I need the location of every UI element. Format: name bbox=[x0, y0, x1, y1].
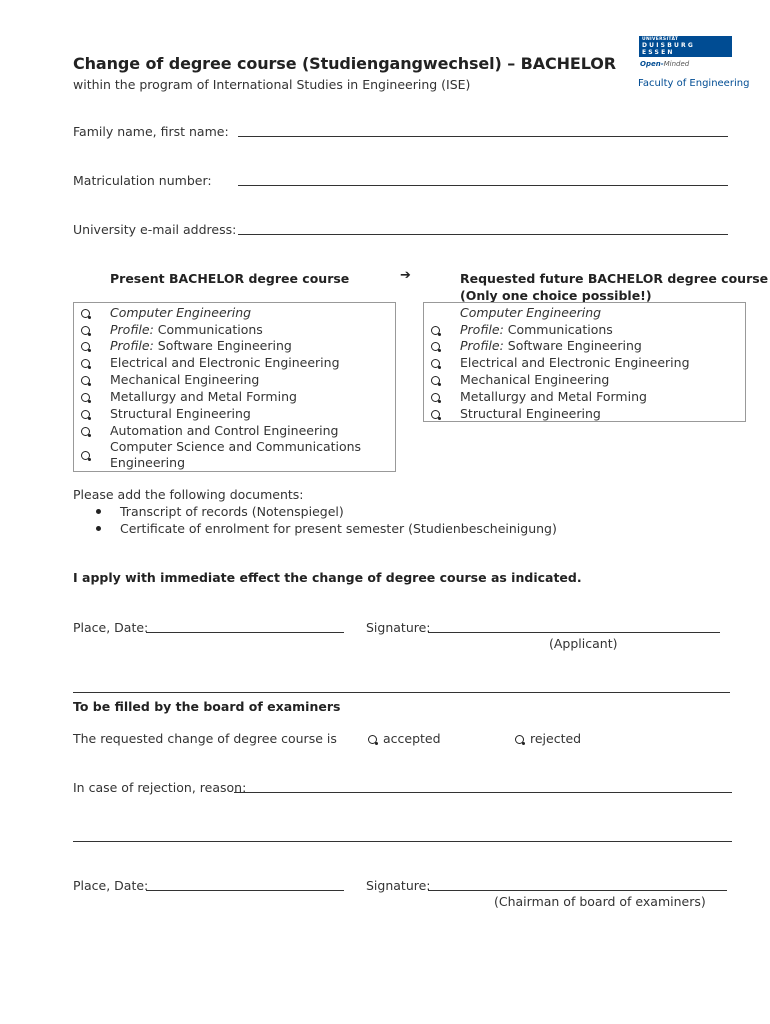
present-option[interactable] bbox=[74, 423, 395, 440]
option-label-continued: Engineering bbox=[110, 455, 185, 470]
option-label: Electrical and Electronic Engineering bbox=[110, 355, 340, 370]
requested-option[interactable] bbox=[424, 355, 745, 372]
option-label: Communications bbox=[503, 322, 613, 337]
option-label: Computer Science and Communications bbox=[110, 439, 362, 454]
accepted-radio-icon[interactable] bbox=[368, 735, 377, 744]
radio-circle-icon[interactable] bbox=[81, 309, 90, 318]
university-logo bbox=[639, 36, 732, 57]
option-label-italic: Profile: bbox=[460, 338, 504, 353]
minded-word: Minded bbox=[663, 60, 690, 68]
option-label-italic: Profile: bbox=[460, 322, 504, 337]
radio-circle-icon[interactable] bbox=[81, 376, 90, 385]
chairman-caption: (Chairman of board of examiners) bbox=[494, 894, 706, 909]
requested-option bbox=[424, 305, 745, 322]
present-option[interactable] bbox=[74, 372, 395, 389]
option-label-italic: Computer Engineering bbox=[110, 305, 252, 320]
accepted-label[interactable]: accepted bbox=[383, 731, 441, 746]
requested-course-heading: Requested future BACHELOR degree course bbox=[460, 271, 769, 286]
logo-line-2: DUISBURG bbox=[642, 42, 695, 49]
present-course-table bbox=[73, 302, 396, 472]
document-item: Transcript of records (Notenspiegel) bbox=[120, 504, 344, 519]
option-label-italic: Profile: bbox=[110, 338, 154, 353]
radio-circle-icon[interactable] bbox=[81, 342, 90, 351]
email-field[interactable] bbox=[238, 234, 728, 235]
board-signature-label: Signature: bbox=[366, 878, 431, 893]
matriculation-label: Matriculation number: bbox=[73, 173, 212, 188]
present-option[interactable] bbox=[74, 355, 395, 372]
board-place-date-label: Place, Date: bbox=[73, 878, 149, 893]
page-title: Change of degree course (Studiengangwechsel) – BACHELOR bbox=[73, 54, 617, 73]
option-label: Automation and Control Engineering bbox=[110, 423, 339, 438]
requested-option[interactable] bbox=[424, 406, 745, 423]
option-label: Software Engineering bbox=[503, 338, 642, 353]
requested-option[interactable] bbox=[424, 389, 745, 406]
present-course-heading: Present BACHELOR degree course bbox=[110, 271, 350, 286]
page-subtitle: within the program of International Studies in Engineering (ISE) bbox=[73, 77, 471, 92]
present-option[interactable] bbox=[74, 322, 395, 339]
family-name-label: Family name, first name: bbox=[73, 124, 229, 139]
radio-circle-icon[interactable] bbox=[81, 359, 90, 368]
requested-option[interactable] bbox=[424, 338, 745, 355]
logo-line-1: UNIVERSITÄT bbox=[642, 37, 679, 42]
option-label: Mechanical Engineering bbox=[460, 372, 610, 387]
document-item: Certificate of enrolment for present semester (Studienbescheinigung) bbox=[120, 521, 557, 536]
present-option[interactable] bbox=[74, 439, 395, 471]
option-label: Communications bbox=[153, 322, 263, 337]
board-place-date-field[interactable] bbox=[146, 890, 344, 891]
radio-circle-icon[interactable] bbox=[81, 326, 90, 335]
radio-circle-icon[interactable] bbox=[81, 451, 90, 460]
radio-circle-icon[interactable] bbox=[81, 410, 90, 419]
board-heading: To be filled by the board of examiners bbox=[73, 699, 341, 714]
signature-label: Signature: bbox=[366, 620, 431, 635]
option-label: Electrical and Electronic Engineering bbox=[460, 355, 690, 370]
present-option[interactable] bbox=[74, 406, 395, 423]
option-label: Mechanical Engineering bbox=[110, 372, 260, 387]
applicant-place-date-field[interactable] bbox=[146, 632, 344, 633]
option-label-italic: Profile: bbox=[110, 322, 154, 337]
requested-course-note: (Only one choice possible!) bbox=[460, 288, 652, 303]
radio-circle-icon[interactable] bbox=[431, 326, 440, 335]
requested-option[interactable] bbox=[424, 322, 745, 339]
documents-intro: Please add the following documents: bbox=[73, 487, 304, 502]
applicant-caption: (Applicant) bbox=[549, 636, 618, 651]
matriculation-field[interactable] bbox=[238, 185, 728, 186]
apply-statement: I apply with immediate effect the change of degree course as indicated. bbox=[73, 570, 582, 585]
faculty-name: Faculty of Engineering bbox=[638, 78, 750, 89]
radio-circle-icon[interactable] bbox=[81, 393, 90, 402]
present-option[interactable] bbox=[74, 389, 395, 406]
rejected-radio-icon[interactable] bbox=[515, 735, 524, 744]
option-label: Software Engineering bbox=[153, 338, 292, 353]
rejection-reason-label: In case of rejection, reason: bbox=[73, 780, 247, 795]
requested-course-table bbox=[423, 302, 746, 422]
present-option[interactable] bbox=[74, 338, 395, 355]
option-label: Structural Engineering bbox=[110, 406, 251, 421]
radio-circle-icon[interactable] bbox=[81, 427, 90, 436]
option-label: Metallurgy and Metal Forming bbox=[110, 389, 297, 404]
radio-circle-icon[interactable] bbox=[431, 410, 440, 419]
place-date-label: Place, Date: bbox=[73, 620, 149, 635]
bullet-dot-icon bbox=[96, 526, 101, 531]
section-divider bbox=[73, 692, 730, 693]
applicant-signature-field[interactable] bbox=[428, 632, 720, 633]
option-label-italic: Computer Engineering bbox=[460, 305, 602, 320]
requested-option[interactable] bbox=[424, 372, 745, 389]
radio-circle-icon[interactable] bbox=[431, 393, 440, 402]
rejected-label[interactable]: rejected bbox=[530, 731, 582, 746]
email-label: University e-mail address: bbox=[73, 222, 237, 237]
open-word: Open- bbox=[640, 60, 664, 68]
radio-circle-icon[interactable] bbox=[431, 376, 440, 385]
bullet-dot-icon bbox=[96, 509, 101, 514]
right-arrow-icon: ➔ bbox=[400, 268, 411, 283]
logo-line-3: ESSEN bbox=[642, 49, 675, 56]
change-decision-text: The requested change of degree course is bbox=[73, 731, 337, 746]
board-signature-field[interactable] bbox=[428, 890, 727, 891]
family-name-field[interactable] bbox=[238, 136, 728, 137]
radio-circle-icon[interactable] bbox=[431, 359, 440, 368]
rejection-reason-field[interactable] bbox=[234, 792, 732, 793]
rejection-reason-field-continued[interactable] bbox=[73, 841, 732, 842]
radio-circle-icon[interactable] bbox=[431, 342, 440, 351]
present-option[interactable] bbox=[74, 305, 395, 322]
option-label: Structural Engineering bbox=[460, 406, 601, 421]
open-minded-tagline bbox=[640, 60, 689, 68]
option-label: Metallurgy and Metal Forming bbox=[460, 389, 647, 404]
